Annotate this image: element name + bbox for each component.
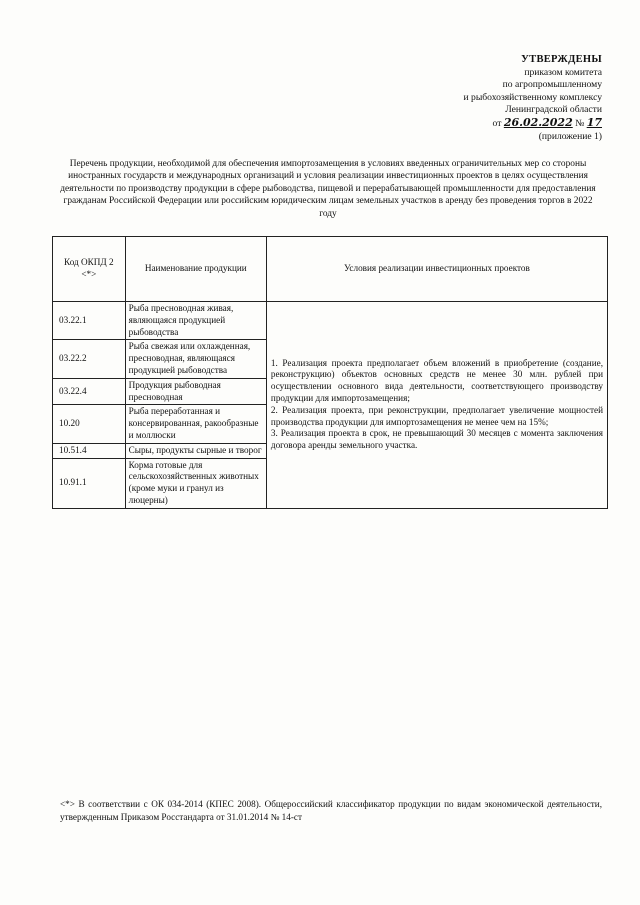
- condition-1: 1. Реализация проекта предполагает объем вложений в приобретение (создание, реконструкцию) объектов основных средств не менее 30 млн. рублей при осуществлении основного вида деятельности, соответствующего производству продукции для импортозамещения;: [270, 357, 603, 404]
- header-code: Код ОКПД 2 <*>: [53, 237, 126, 302]
- row-product: Продукция рыбоводная пресноводная: [125, 378, 266, 405]
- document-title: Перечень продукции, необходимой для обеспечения импортозамещения в условиях введенных ограничительных мер со стороны иностранных государств и международных организаций и условия реализации инвестиционных проектов в целях осуществления деятельности по производству продукции в сфере рыбоводства, пищевой и перерабатывающей промышленности для предоставления гражданам Российской Федерации или российским юридическим лицам земельных участков в аренду без проведения торгов в 2022 году: [60, 159, 596, 219]
- row-code: 10.51.4: [53, 443, 126, 458]
- row-product: Сыры, продукты сырные и творог: [125, 443, 266, 458]
- approval-heading: УТВЕРЖДЕНЫ: [521, 54, 602, 65]
- table-row: [53, 302, 608, 340]
- approval-line-2: по агропромышленному: [502, 79, 602, 91]
- row-code: 03.22.4: [53, 378, 126, 405]
- handwritten-date: 26.02.2022: [503, 115, 573, 129]
- table-header-row: [53, 237, 608, 302]
- appendix-label: (приложение 1): [538, 130, 602, 142]
- row-product: Рыба свежая или охлажденная, пресноводная, являющаяся продукцией рыбоводства: [125, 340, 266, 378]
- condition-3: 3. Реализация проекта в срок, не превышающий 30 месяцев с момента заключения договора аренды земельного участка.: [270, 428, 603, 451]
- approval-line-3: и рыбохозяйственному комплексу: [463, 91, 602, 103]
- number-prefix: №: [575, 117, 585, 129]
- row-code: 10.20: [53, 405, 126, 443]
- handwritten-number: 17: [586, 115, 602, 129]
- approval-date-line: [372, 117, 602, 131]
- header-conditions: Условия реализации инвестиционных проектов: [266, 237, 607, 302]
- row-code: 03.22.1: [53, 302, 126, 340]
- row-product: Корма готовые для сельскохозяйственных животных (кроме муки и гранул из люцерны): [125, 458, 266, 508]
- header-product: Наименование продукции: [125, 237, 266, 302]
- row-code: 10.91.1: [53, 458, 126, 508]
- condition-2: 2. Реализация проекта, при реконструкции, предполагает увеличение мощностей производства продукции для импортозамещения не менее чем на 15%;: [270, 404, 603, 427]
- row-product: Рыба переработанная и консервированная, ракообразные и моллюски: [125, 405, 266, 443]
- row-product: Рыба пресноводная живая, являющаяся продукцией рыбоводства: [125, 302, 266, 340]
- conditions-cell: [266, 302, 607, 509]
- products-table: [52, 236, 608, 509]
- footnote: <*> В соответствии с ОК 034-2014 (КПЕС 2008). Общероссийский классификатор продукции по видам экономической деятельности, утвержденным Приказом Росстандарта от 31.01.2014 № 14-ст: [60, 799, 602, 822]
- approval-line-4: Ленинградской области: [505, 104, 602, 116]
- date-prefix: от: [492, 117, 502, 129]
- approval-block: [372, 54, 602, 143]
- row-code: 03.22.2: [53, 340, 126, 378]
- approval-line-1: приказом комитета: [524, 66, 602, 78]
